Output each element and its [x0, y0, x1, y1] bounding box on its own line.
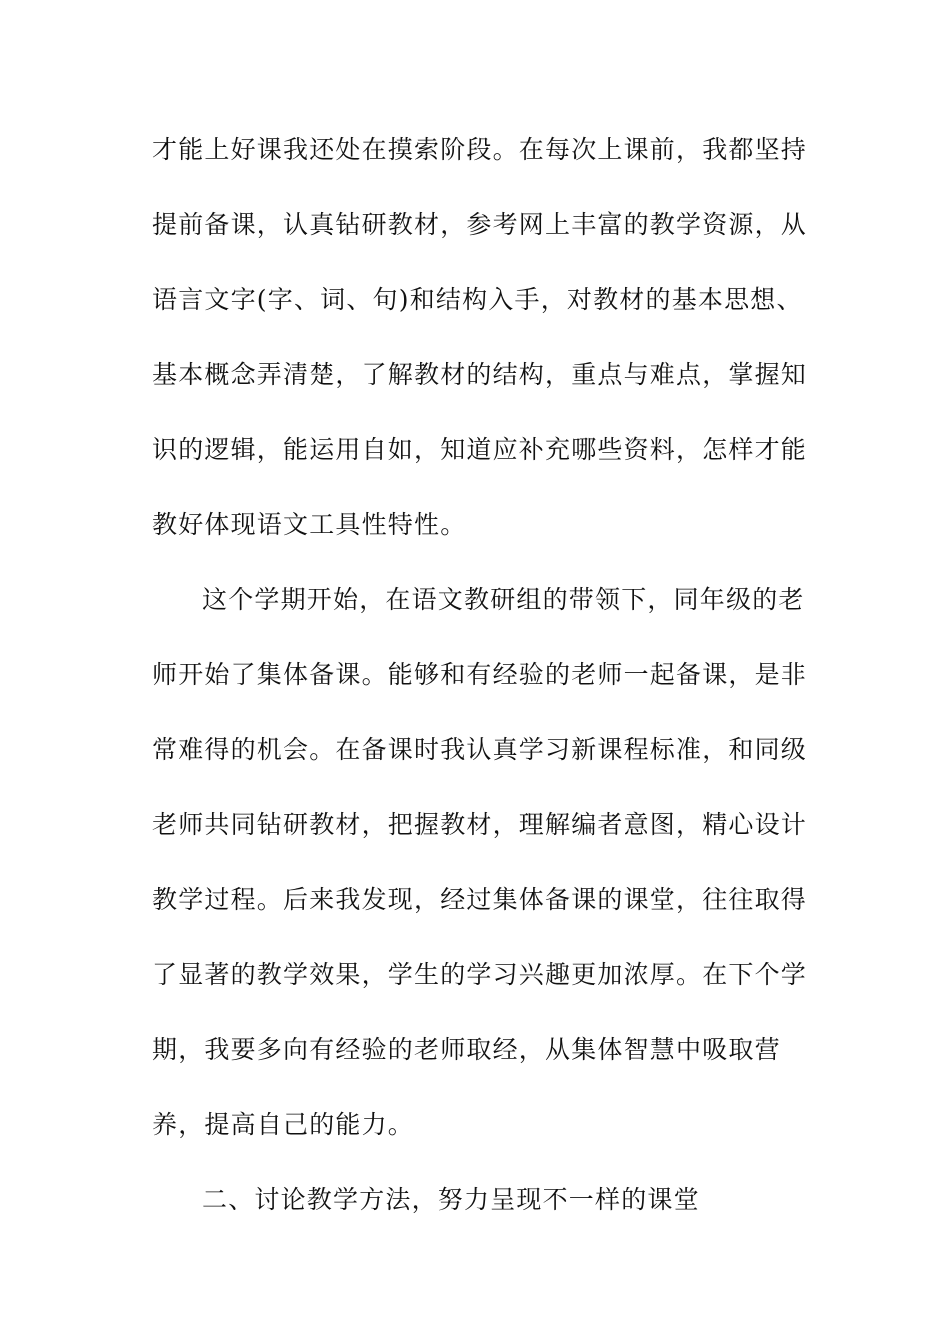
text-line: 老师共同钻研教材，把握教材，理解编者意图，精心设计 [152, 810, 808, 839]
text-line: 才能上好课我还处在摸索阶段。在每次上课前，我都坚持 [152, 135, 808, 164]
text-line: 常难得的机会。在备课时我认真学习新课程标准，和同级 [152, 735, 808, 764]
text-line: 了显著的教学效果，学生的学习兴趣更加浓厚。在下个学 [152, 960, 808, 989]
paragraph-first-line: 这个学期开始，在语文教研组的带领下，同年级的老 [202, 585, 805, 614]
text-line: 教好体现语文工具性特性。 [152, 510, 467, 539]
text-line: 养，提高自己的能力。 [152, 1110, 415, 1139]
text-line: 期，我要多向有经验的老师取经，从集体智慧中吸取营 [152, 1035, 781, 1064]
text-line: 师开始了集体备课。能够和有经验的老师一起备课，是非 [152, 660, 808, 689]
text-line: 语言文字(字、词、句)和结构入手，对教材的基本思想、 [152, 285, 803, 314]
text-line: 提前备课，认真钻研教材，参考网上丰富的教学资源，从 [152, 210, 808, 239]
text-line: 识的逻辑，能运用自如，知道应补充哪些资料，怎样才能 [152, 435, 808, 464]
text-line: 教学过程。后来我发现，经过集体备课的课堂，往往取得 [152, 885, 808, 914]
section-heading: 二、讨论教学方法，努力呈现不一样的课堂 [202, 1185, 700, 1214]
text-line: 基本概念弄清楚，了解教材的结构，重点与难点，掌握知 [152, 360, 808, 389]
